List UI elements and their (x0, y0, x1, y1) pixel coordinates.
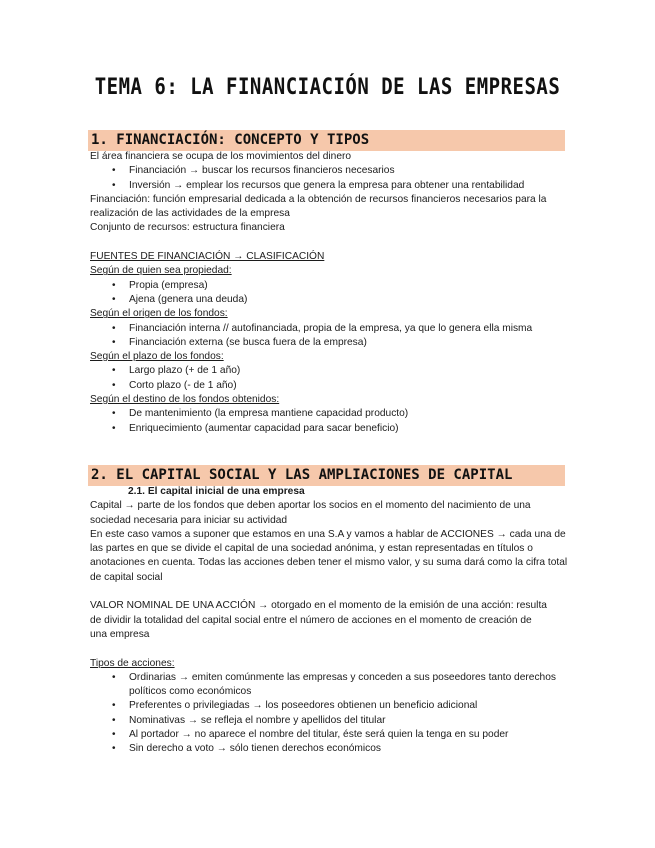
definition-text: Financiación: función empresarial dedicada a la obtención de recursos financieros necesarios para la realización de las actividades de la empresa (90, 193, 547, 220)
group-label: Según el plazo de los fondos: (90, 351, 224, 363)
group-label: Según de quien sea propiedad: (90, 265, 232, 277)
list-item: • Financiación externa (se busca fuera de la empresa) (90, 336, 570, 350)
section-2-heading: 2. EL CAPITAL SOCIAL Y LAS AMPLIACIONES DE CAPITAL (88, 465, 565, 486)
list-item: • Enriquecimiento (aumentar capacidad para sacar beneficio) (90, 422, 570, 436)
group-label: Según el destino de los fondos obtenidos: (90, 394, 280, 406)
group-label: Según el origen de los fondos: (90, 308, 228, 320)
nominal-text: VALOR NOMINAL DE UNA ACCIÓN → otorgado en el momento de la emisión de una acción: resulta de dividir la totalidad del capital social entre el número de acciones en el momento de creación de una empresa (90, 600, 547, 640)
list-item: • De mantenimiento (la empresa mantiene capacidad producto) (90, 407, 570, 421)
list-item: • Preferentes o privilegiadas → los poseedores obtienen un beneficio adicional (90, 699, 570, 713)
sources-heading: FUENTES DE FINANCIACIÓN → CLASIFICACIÓN (90, 251, 325, 263)
list-item: • Largo plazo (+ de 1 año) (90, 364, 570, 378)
list-item: • Inversión → emplear los recursos que genera la empresa para obtener una rentabilidad (90, 179, 570, 193)
page-title: TEMA 6: LA FINANCIACIÓN DE LAS EMPRESAS (94, 74, 561, 100)
list-item: • Ajena (genera una deuda) (90, 293, 570, 307)
acciones-text: En este caso vamos a suponer que estamos en una S.A y vamos a hablar de ACCIONES → cada una de las partes en que se divide el capital de una sociedad anónima, y estan representadas en títulos o anotaciones en cuenta. Todas las acciones deben tener el mismo valor, y su suma dará como la cifra total de capital social (90, 528, 568, 583)
list-item: • Financiación → buscar los recursos financieros necesarios (90, 164, 570, 178)
list-item: • Al portador → no aparece el nombre del titular, éste será quien la tenga en su poder (90, 728, 570, 742)
list-item: • Corto plazo (- de 1 año) (90, 379, 570, 393)
section-1-heading: 1. FINANCIACIÓN: CONCEPTO Y TIPOS (88, 130, 565, 151)
list-item: • Ordinarias → emiten comúnmente las empresas y conceden a sus poseedores tanto derechos políticos como económicos (90, 671, 569, 700)
section-2-body (90, 485, 570, 757)
subsection-heading: 2.1. El capital inicial de una empresa (128, 486, 305, 497)
intro-text: El área financiera se ocupa de los movimientos del dinero (90, 151, 352, 162)
list-item: • Sin derecho a voto → sólo tienen derechos económicos (90, 742, 570, 756)
types-heading: Tipos de acciones: (90, 657, 175, 669)
list-item: • Nominativas → se refleja el nombre y apellidos del titular (90, 714, 570, 728)
section-1-body (90, 150, 570, 436)
capital-text: Capital → parte de los fondos que deben aportar los socios en el momento del nacimiento de una sociedad necesaria para iniciar su actividad (90, 500, 531, 526)
list-item: • Financiación interna // autofinanciada, propia de la empresa, ya que lo genera ella misma (90, 322, 570, 336)
resources-text: Conjunto de recursos: estructura financiera (90, 222, 285, 234)
list-item: • Propia (empresa) (90, 279, 570, 293)
